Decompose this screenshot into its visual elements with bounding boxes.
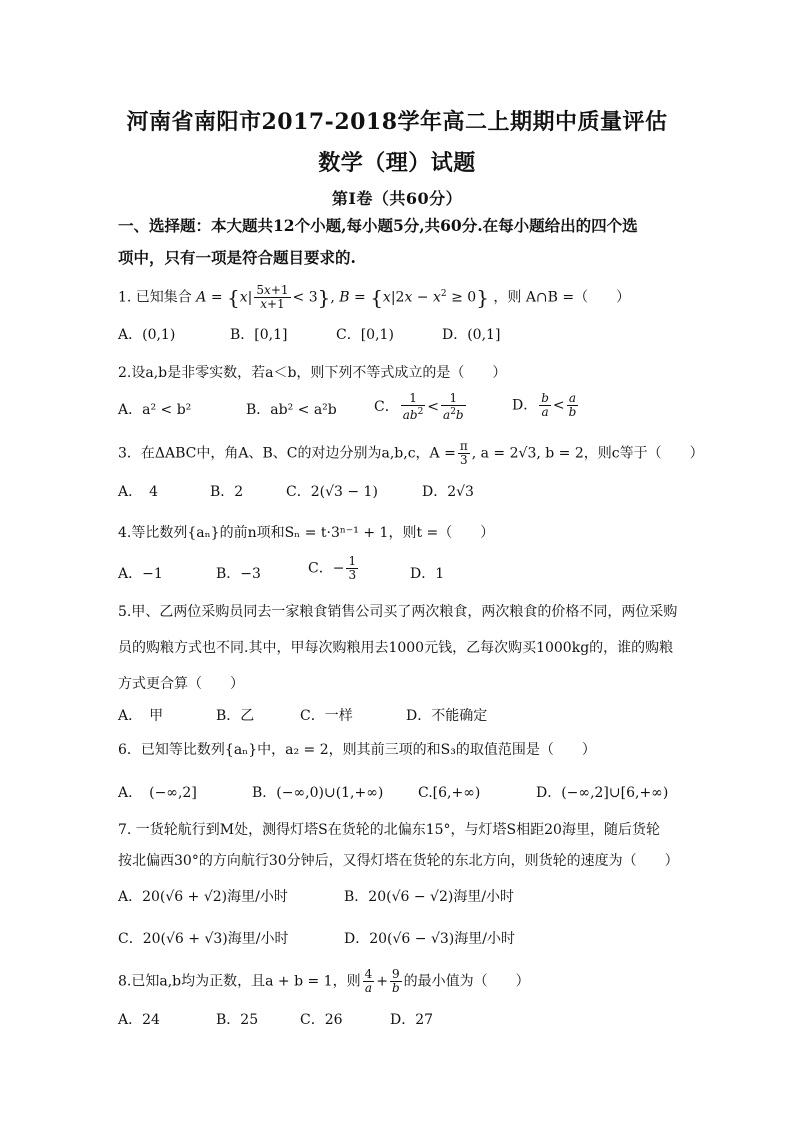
question-7-line1: 7. 一货轮航行到M处，测得灯塔S在货轮的北偏东15°，与灯塔S相距20海里，随后货轮	[118, 822, 660, 838]
option: B．−3	[216, 566, 261, 582]
option: A．24	[118, 1012, 160, 1028]
option: B．ab² < a²b	[246, 402, 337, 418]
option: C．26	[300, 1012, 343, 1028]
option: A．(0,1)	[118, 327, 176, 343]
volume-label: 第Ⅰ卷（共60分）	[331, 189, 463, 208]
option: A．20(√6 + √2)海里/小时	[118, 889, 288, 905]
option: A． (−∞,2]	[118, 785, 197, 801]
option: D．1	[410, 566, 445, 582]
option: C．一样	[300, 708, 353, 724]
option: B．25	[216, 1012, 259, 1028]
option: B．乙	[216, 708, 255, 724]
option: A．−1	[118, 566, 163, 582]
exam-subtitle: 数学（理）试题	[318, 150, 476, 176]
option: A． 4	[118, 484, 159, 500]
option: D．27	[390, 1012, 434, 1028]
question-5-line1: 5.甲、乙两位采购员同去一家粮食销售公司买了两次粮食，两次粮食的价格不同，两位采购	[118, 604, 678, 620]
option: B．2	[210, 484, 244, 500]
option: A．a² < b²	[118, 402, 192, 418]
option: A． 甲	[118, 708, 164, 724]
option: D．20(√6 − √3)海里/小时	[344, 931, 515, 947]
option: D．(0,1]	[442, 327, 501, 343]
option: C． $\frac{1}{ab^2}$ < $\frac{1}{a^2b}$	[374, 391, 464, 422]
section-heading-line1: 一、选择题：本大题共12个小题,每小题5分,共60分.在每小题给出的四个选	[118, 216, 638, 235]
option: D．(−∞,2]∪[6,+∞)	[536, 785, 669, 801]
option: D．2√3	[422, 484, 474, 500]
exam-title: 河南省南阳市2017-2018学年高二上期期中质量评估	[126, 109, 668, 135]
question-3-stem: 3．在ΔABC中，角A、B、C的对边分别为a,b,c，A = $\frac{\pi}{3}$ , a = 2√3, b = 2，则c等于（ ）	[118, 439, 704, 467]
option: C．20(√6 + √3)海里/小时	[118, 931, 289, 947]
option: C.[6,+∞)	[418, 785, 481, 801]
question-6-stem: 6．已知等比数列{aₙ}中，a₂ = 2，则其前三项的和S₃的取值范围是（ ）	[118, 742, 596, 758]
question-1-stem: 1. 已知集合 A = {x| $\frac{5x+1}{x+1}$ < 3}, $B = \{x|2x - x^2 \ge 0\}$ ，则 A∩B =（ ）	[118, 283, 631, 312]
option: B．20(√6 − √2)海里/小时	[344, 889, 515, 905]
option: D．不能确定	[406, 708, 488, 724]
question-7-line2: 按北偏西30°的方向航行30分钟后，又得灯塔在货轮的东北方向，则货轮的速度为（ ）	[118, 853, 679, 869]
option: C．2(√3 − 1)	[286, 484, 378, 500]
option: C．[0,1)	[336, 327, 394, 343]
option: D． $\frac{b}{a}$ < $\frac{a}{b}$	[512, 391, 577, 419]
question-2-stem: 2.设a,b是非零实数，若a＜b，则下列不等式成立的是（ ）	[118, 365, 507, 381]
option: B．[0,1]	[230, 327, 288, 343]
section-heading-line2: 项中，只有一项是符合题目要求的.	[118, 248, 356, 267]
option: C．− $\frac{1}{3}$	[308, 554, 357, 582]
question-4-stem: 4.等比数列{aₙ}的前n项和Sₙ = t·3ⁿ⁻¹ + 1，则t =（ ）	[118, 525, 495, 541]
question-5-line3: 方式更合算（ ）	[118, 676, 244, 692]
question-5-line2: 员的购粮方式也不同.其中，甲每次购粮用去1000元钱，乙每次购买1000kg的，谁的购粮	[118, 640, 674, 656]
question-8-stem: 8.已知a,b均为正数，且a + b = 1，则 $\frac{4}{a}$ + $\frac{9}{b}$ 的最小值为（ ）	[118, 967, 530, 995]
option: B．(−∞,0)∪(1,+∞)	[252, 785, 384, 801]
